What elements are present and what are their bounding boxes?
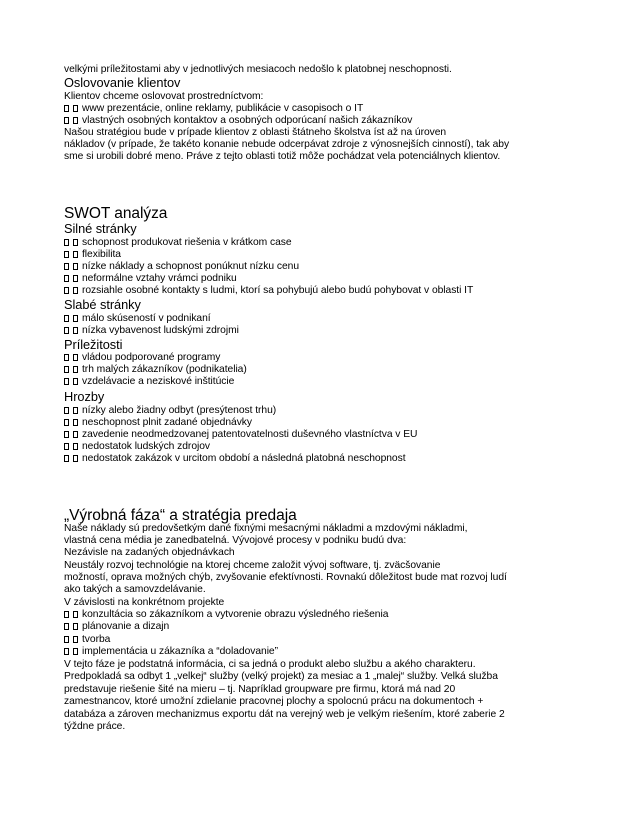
step-item	[64, 621, 169, 633]
opportunity-item	[64, 376, 234, 388]
bullet-icon	[73, 378, 81, 387]
intro-bullet-2	[64, 115, 412, 127]
bullet-icon	[73, 366, 81, 375]
bullet-icon	[64, 407, 72, 416]
production-title: „Výrobná fáza“ a stratégia predaja	[64, 507, 297, 524]
strength-text: neformálne vztahy vrámci podniku	[82, 273, 237, 284]
bullet-icon	[64, 378, 72, 387]
threat-text: neschopnost plnit zadané objednávky	[82, 417, 252, 428]
opportunity-item	[64, 364, 247, 376]
threat-item	[64, 453, 406, 465]
production-para: možností, oprava možných chýb, zvyšovanie efektívnosti. Rovnakú dôležitost bude mat rozvoj ludí	[64, 572, 507, 583]
weakness-item	[64, 325, 239, 337]
step-text: tvorba	[82, 634, 111, 645]
threat-item	[64, 417, 252, 429]
bullet-icon	[73, 419, 81, 428]
intro-bullet-1	[64, 103, 363, 115]
strength-text: schopnost produkovat riešenia v krátkom case	[82, 237, 292, 248]
step-text: implementácia u zákazníka a “doladovanie”	[82, 646, 278, 657]
strength-item	[64, 261, 299, 273]
strength-text: flexibilita	[82, 249, 121, 260]
production-para: zamestnancov, ktoré umožní zdielanie pracovnej plochy a spolocnú prácu na dokumentoch +	[64, 696, 484, 707]
bullet-icon	[73, 327, 81, 336]
bullet-icon	[64, 366, 72, 375]
intro-para-2: nákladov (v prípade, že takéto konanie nebude odcerpávat zdroje z výnosnejších cinností), tak aby	[64, 139, 510, 150]
opportunity-text: vládou podporované programy	[82, 352, 221, 363]
bullet-icon	[64, 431, 72, 440]
bullet-icon	[64, 239, 72, 248]
intro-line-2: Klientov chceme oslovovat prostredníctvom:	[64, 91, 264, 102]
production-subheading: Nezávisle na zadaných objednávkach	[64, 547, 235, 558]
strength-item	[64, 237, 292, 249]
threat-text: nedostatok ludských zdrojov	[82, 441, 211, 452]
bullet-icon	[73, 239, 81, 248]
threat-item	[64, 441, 210, 453]
opportunity-item	[64, 352, 220, 364]
bullet-icon	[64, 455, 72, 464]
step-item	[64, 634, 110, 646]
production-subheading: V závislosti na konkrétnom projekte	[64, 597, 225, 608]
step-item	[64, 646, 278, 658]
production-para: predstavuje riešenie šité na mieru – tj. Napríklad groupware pre firmu, ktorá má nad 20	[64, 684, 456, 695]
intro-line-1: velkými príležitostami aby v jednotlivých mesiacoch nedošlo k platobnej neschopnosti.	[64, 64, 452, 75]
bullet-icon	[73, 275, 81, 284]
threat-item	[64, 405, 276, 417]
step-text: konzultácia so zákazníkom a vytvorenie obrazu výsledného riešenia	[82, 609, 389, 620]
bullet-icon	[73, 431, 81, 440]
bullet-icon	[73, 611, 81, 620]
heading-clients: Oslovovanie klientov	[64, 75, 181, 90]
bullet-icon	[73, 648, 81, 657]
bullet-icon	[73, 407, 81, 416]
strength-text: rozsiahle osobné kontakty s ludmi, ktorí sa pohybujú alebo budú pohybovat v oblasti IT	[82, 285, 474, 296]
opportunities-heading: Príležitosti	[64, 337, 123, 352]
opportunity-text: trh malých zákazníkov (podnikatelia)	[82, 364, 247, 375]
bullet-icon	[64, 636, 72, 645]
production-para: databáza a zároven mechanizmus exportu dát na verejný web je velkým riešením, ktoré zaberie 2	[64, 709, 505, 720]
bullet-icon	[64, 354, 72, 363]
threats-heading: Hrozby	[64, 389, 105, 404]
bullet-icon	[73, 287, 81, 296]
production-para: Neustály rozvoj technológie na ktorej chceme založit vývoj software, tj. zväcšovanie	[64, 560, 441, 571]
bullet-icon	[64, 648, 72, 657]
bullet-icon	[64, 419, 72, 428]
production-para: Predpokladá sa odbyt 1 „velkej“ služby (velký projekt) za mesiac a 1 „malej“ služby. Velká služba	[64, 671, 498, 682]
step-item	[64, 609, 388, 621]
intro-para-1: Našou stratégiou bude v prípade klientov z oblasti štátneho školstva íst až na úroven	[64, 127, 447, 138]
weakness-text: málo skúseností v podnikaní	[82, 313, 211, 324]
bullet-icon	[64, 275, 72, 284]
bullet-icon	[64, 251, 72, 260]
step-text: plánovanie a dizajn	[82, 621, 170, 632]
bullet-icon	[73, 623, 81, 632]
bullet-icon	[73, 105, 81, 114]
production-para: Naše náklady sú predovšetkým dané fixnými mesacnými nákladmi a mzdovými nákladmi,	[64, 523, 468, 534]
bullet-icon	[73, 251, 81, 260]
threat-text: nedostatok zakázok v urcitom období a následná platobná neschopnost	[82, 453, 406, 464]
bullet-icon	[64, 287, 72, 296]
production-para: V tejto fáze je podstatná informácia, ci sa jedná o produkt alebo službu a akého charakteru.	[64, 659, 476, 670]
bullet-icon	[64, 263, 72, 272]
strength-item	[64, 273, 237, 285]
opportunity-text: vzdelávacie a neziskové inštitúcie	[82, 376, 235, 387]
swot-title: SWOT analýza	[64, 205, 168, 222]
strength-text: nízke náklady a schopnost ponúknut nízku cenu	[82, 261, 299, 272]
threat-text: zavedenie neodmedzovanej patentovatelnosti duševného vlastníctva v EU	[82, 429, 418, 440]
bullet-icon	[64, 327, 72, 336]
production-para: vlastná cena média je zanedbatelná. Vývojové procesy v podniku budú dva:	[64, 535, 407, 546]
bullet-text: www prezentácie, online reklamy, publikácie v casopisoch o IT	[82, 103, 364, 114]
weakness-text: nízka vybavenost ludskými zdrojmi	[82, 325, 239, 336]
weaknesses-heading: Slabé stránky	[64, 297, 141, 312]
bullet-icon	[73, 263, 81, 272]
strength-item	[64, 249, 121, 261]
bullet-text: vlastných osobných kontaktov a osobných odporúcaní našich zákazníkov	[82, 115, 413, 126]
production-para: týždne práce.	[64, 721, 126, 732]
production-para: ako takých a samovzdelávanie.	[64, 584, 206, 595]
bullet-icon	[73, 636, 81, 645]
weakness-item	[64, 313, 211, 325]
bullet-icon	[64, 117, 72, 126]
bullet-icon	[73, 117, 81, 126]
strengths-heading: Silné stránky	[64, 221, 137, 236]
bullet-icon	[64, 315, 72, 324]
bullet-icon	[73, 455, 81, 464]
bullet-icon	[64, 105, 72, 114]
intro-para-3: sme si urobili dobré meno. Práve z tejto oblasti totiž môže pochádzat vela potenciálnych klientov.	[64, 151, 501, 162]
threat-item	[64, 429, 417, 441]
strength-item	[64, 285, 473, 297]
bullet-icon	[73, 443, 81, 452]
bullet-icon	[73, 315, 81, 324]
bullet-icon	[73, 354, 81, 363]
bullet-icon	[64, 623, 72, 632]
bullet-icon	[64, 443, 72, 452]
bullet-icon	[64, 611, 72, 620]
threat-text: nízky alebo žiadny odbyt (presýtenost trhu)	[82, 405, 277, 416]
